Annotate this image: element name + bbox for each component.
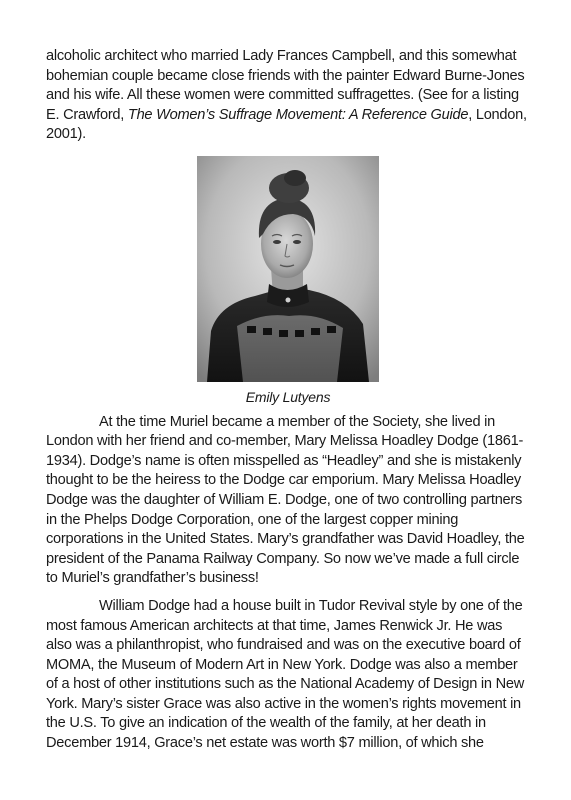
portrait-figure	[46, 156, 530, 413]
document-page	[46, 47, 530, 754]
body-paragraph-1: At the time Muriel became a member of the Society, she lived in London with her friend and co-member, Mary Melissa Hoadley Dodge (1861-1934). Dodge’s name is often misspelled as “Headley” and she is mistakenly thought to be the heiress to the Dodge car emporium. Mary Melissa Hoadley Dodge was the daughter of William E. Dodge, one of two controlling partners in the Phelps Dodge Corporation, one of the largest copper mining corporations in the United States. Mary’s grandfather was David Hoadley, the president of the Panama Railway Company. So now we’ve made a full circle to Muriel’s grandfather’s business!	[46, 413, 525, 587]
portrait-photo	[197, 156, 379, 382]
body-paragraph-2: William Dodge had a house built in Tudor Revival style by one of the most famous American architects at that time, James Renwick Jr. He was also was a philanthropist, who fundraised and was on the executive board of MOMA, the Museum of Modern Art in New York. Dodge was also a member of a host of other institutions such as the National Academy of Design in New York. Mary’s sister Grace was also active in the women’s rights movement in the U.S. To give an indication of the wealth of the family, at her death in December 1914, Grace’s net estate was worth $7 million, of which she	[46, 597, 525, 752]
book-title: The Women’s Suffrage Movement: A Reference Guide	[127, 106, 469, 123]
intro-text-end: , London, 2001).	[46, 106, 527, 143]
intro-text: alcoholic architect who married Lady Frances Campbell, and this somewhat bohemian couple became close friends with the painter Edward Burne-Jones and his wife. All these women were committed suffragettes. (See for a listing E. Crawford,	[46, 48, 525, 123]
figure-caption: Emily Lutyens	[245, 388, 331, 405]
intro-paragraph	[46, 47, 530, 145]
